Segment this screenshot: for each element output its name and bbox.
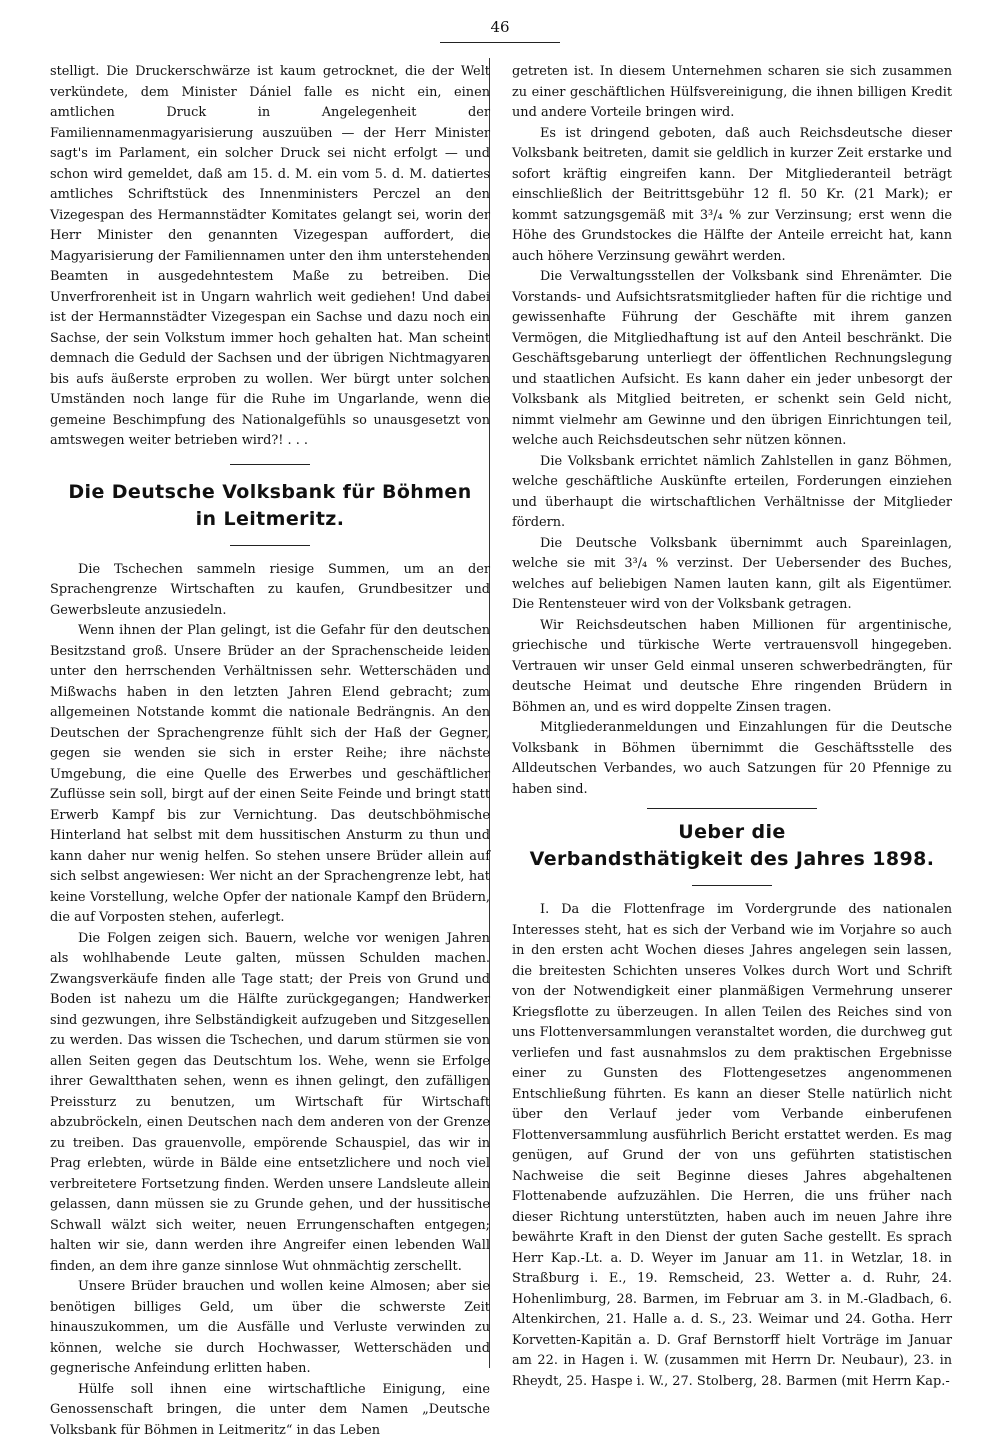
article-paragraph: Hülfe soll ihnen eine wirtschaftliche Einigung, eine Genossenschaft bringen, die unter dem Namen „Deutsche Volksbank für Böhmen in Leitmeritz“ in das Leben <box>50 1380 490 1441</box>
left-column <box>50 62 490 1441</box>
article-paragraph: Die Volksbank errichtet nämlich Zahlstellen in ganz Böhmen, welche geschäftliche Auskünfte erteilen, Forderungen einziehen und überhaupt die wirtschaftlichen Verhältnisse der Mitglieder fördern. <box>512 452 952 534</box>
article-paragraph: Es ist dringend geboten, daß auch Reichsdeutsche dieser Volksbank beitreten, damit sie geldlich in kurzer Zeit erstarke und sofort kräftig eingreifen kann. Der Mitgliederanteil beträgt einschließlich der Beitrittsgebühr 12 fl. 50 Kr. (21 Mark); er kommt satzungsgemäß mit 3³/₄ % zur Verzinsung; erst wenn die Höhe des Grundstockes die Hälfte der Anteile erreicht hat, kann auch höhere Verzinsung gewährt werden. <box>512 124 952 268</box>
article-paragraph: Die Verwaltungsstellen der Volksbank sind Ehrenämter. Die Vorstands- und Aufsichtsratsmitglieder haften für die richtige und gewissenhafte Führung der Geschäfte mit ihrem ganzen Vermögen, die Mitgliedhaftung ist auf den Anteil beschränkt. Die Geschäftsgebarung unterliegt der öffentlichen Rechnungslegung und staatlichen Aufsicht. Es kann daher ein jeder unbesorgt der Volksbank als Mitglied beitreten, er schenkt sein Geld nicht, nimmt vielmehr am Gewinne und den übrigen Einrichtungen teil, welche auch Reichsdeutschen sehr nützen können. <box>512 267 952 452</box>
article-heading-verbandsthaetigkeit <box>512 819 952 873</box>
article-paragraph: getreten ist. In diesem Unternehmen scharen sie sich zusammen zu einer geschäftlichen Hülfsvereinigung, die ihnen billigen Kredit und andere Vorteile bringen wird. <box>512 62 952 124</box>
right-column <box>512 62 952 1392</box>
heading-line-1: Die Deutsche Volksbank für Böhmen <box>68 481 471 503</box>
heading-line-2: Verbandsthätigkeit des Jahres 1898. <box>530 848 935 870</box>
article-paragraph: I. Da die Flottenfrage im Vordergrunde des nationalen Interesses steht, hat es sich der Verband wie im Vorjahre so auch in den ersten acht Wochen dieses Jahres angelegen sein lassen, die breitesten Schichten unseres Volkes durch Wort und Schrift von der Notwendigkeit einer planmäßigen Vermehrung unserer Kriegsflotte zu überzeugen. In allen Teilen des Reiches sind von uns Flottenversammlungen veranstaltet worden, die durchweg gut verliefen und fast ausnahmslos zu dem praktischen Ergebnisse einer zu Gunsten des Flottengesetzes angenommenen Entschließung führten. Es kann an dieser Stelle natürlich nicht über den Verlauf jeder vom Verbande einberufenen Flottenversammlung ausführlich Bericht erstattet werden. Es mag genügen, auf Grund der von uns geführten statistischen Nachweise die seit Beginne dieses Jahres abgehaltenen Flottenabende aufzuzählen. Die Herren, die uns früher nach dieser Richtung unterstützten, haben auch im neuen Jahre ihre bewährte Kraft in den Dienst der guten Sache gestellt. Es sprach Herr Kap.-Lt. a. D. Weyer im Januar am 11. in Wetzlar, 18. in Straßburg i. E., 19. Remscheid, 23. Wetter a. d. Ruhr, 24. Hohenlimburg, 28. Barmen, im Februar am 3. in M.-Gladbach, 6. Altenkirchen, 21. Halle a. d. S., 23. Weimar und 24. Gotha. Herr Korvetten-Kapitän a. D. Graf Bernstorff hielt Vorträge im Januar am 22. in Hagen i. W. (zusammen mit Herrn Dr. Neubaur), 23. in Rheydt, 25. Haspe i. W., 27. Stolberg, 28. Barmen (mit Herrn Kap.- <box>512 900 952 1392</box>
article-paragraph: Wenn ihnen der Plan gelingt, ist die Gefahr für den deutschen Besitzstand groß. Unsere Brüder an der Sprachenscheide leiden unter den herrschenden Verhältnissen sehr. Wetterschäden und Mißwachs haben in den letzten Jahren Elend gebracht; zum allgemeinen Notstande kommt die nationale Bedrängnis. An den Deutschen der Sprachengrenze fühlt sich der Haß der Gegner, gegen sie wenden sie sich in erster Reihe; ihre nächste Umgebung, die eine Quelle des Erwerbes und geschäftlicher Zuflüsse sein soll, birgt auf der einen Seite Feinde und bringt statt Erwerb Kampf bis zur Vernichtung. Das deutschböhmische Hinterland hat selbst mit dem hussitischen Ansturm zu thun und kann daher nur wenig helfen. So stehen unsere Brüder allein auf sich selbst angewiesen: Wer nicht an der Sprachengrenze lebt, hat keine Vorstellung, welche Opfer der nationale Kampf den Brüdern, die auf Vorposten stehen, auferlegt. <box>50 621 490 929</box>
page-number: 46 <box>0 18 1000 36</box>
article-paragraph: Die Deutsche Volksbank übernimmt auch Spareinlagen, welche sie mit 3³/₄ % verzinst. Der Uebersender des Buches, welches auf beliebigen Namen lauten kann, gilt als Eigentümer. Die Rentensteuer wird von der Volksbank getragen. <box>512 534 952 616</box>
article-paragraph: Die Tschechen sammeln riesige Summen, um an der Sprachengrenze Wirtschaften zu kaufen, Grundbesitzer und Gewerbsleute anzusiedeln. <box>50 560 490 622</box>
intro-paragraph: stelligt. Die Druckerschwärze ist kaum getrocknet, die der Welt verkündete, dem Minister Dániel falle es nicht ein, einen amtlichen Druck in Angelegenheit der Familiennamenmagyarisierung auszuüben — der Herr Minister sagt's im Parlament, ein solcher Druck sei nicht erfolgt — und schon wird gemeldet, daß am 15. d. M. ein vom 5. d. M. datiertes amtliches Schriftstück des Innenministers Perczel an den Vizegespan des Hermannstädter Komitates gelangt sei, worin der Herr Minister den genannten Vizegespan auffordert, die Magyarisierung der Familiennamen unter den ihm unterstehenden Beamten in ausgedehntestem Maße zu betreiben. Die Unverfrorenheit ist in Ungarn wahrlich weit gediehen! Und dabei ist der Hermannstädter Vizegespan ein Sachse und dazu noch ein Sachse, der sein Volkstum immer hoch gehalten hat. Man scheint demnach die Geduld der Sachsen und der übrigen Nichtmagyaren bis aufs äußerste erproben zu wollen. Wer bürgt unter solchen Umständen noch lange für die Ruhe im Ungarlande, wenn die gemeine Beschimpfung des Nationalgefühls so unausgesetzt von amtswegen weiter betrieben wird?! . . . <box>50 62 490 452</box>
article-paragraph: Die Folgen zeigen sich. Bauern, welche vor wenigen Jahren als wohlhabende Leute galten, müssen Schulden machen. Zwangsverkäufe finden alle Tage statt; der Preis von Grund und Boden ist nahezu um die Hälfte zurückgegangen; Handwerker sind gezwungen, ihre Selbständigkeit aufzugeben und Sitzgesellen zu werden. Das wissen die Tschechen, und darum stürmen sie von allen Seiten gegen das Deutschtum los. Wehe, wenn sie Erfolge ihrer Gewaltthaten sehen, wenn es ihnen gelingt, den zufälligen Preissturz zu benutzen, um Wirtschaft für Wirtschaft abzubröckeln, einen Deutschen nach dem anderen von der Grenze zu treiben. Das grauenvolle, empörende Schauspiel, das wir in Prag erlebten, würde in Bälde eine entsetzlichere und noch viel verbreitetere Fortsetzung finden. Werden unsere Landsleute allein gelassen, dann müssen sie zu Grunde gehen, und der hussitische Schwall wälzt sich weiter, neuen Errungenschaften entgegen; halten wir sie, dann werden ihre Angreifer einen lebenden Wall finden, an dem ihre ganze sinnlose Wut ohnmächtig zerschellt. <box>50 929 490 1278</box>
article-paragraph: Unsere Brüder brauchen und wollen keine Almosen; aber sie benötigen billiges Geld, um über die schwerste Zeit hinauszukommen, um die Ausfälle und Verluste verwinden zu können, welche sie durch Hochwasser, Wetterschäden und gegnerische Anfeindung erlitten haben. <box>50 1277 490 1380</box>
article-paragraph: Mitgliederanmeldungen und Einzahlungen für die Deutsche Volksbank in Böhmen übernimmt die Geschäftsstelle des Alldeutschen Verbandes, wo auch Satzungen für 20 Pfennige zu haben sind. <box>512 718 952 800</box>
article-heading-volksbank <box>50 479 490 533</box>
section-separator <box>647 808 817 809</box>
article-paragraph: Wir Reichsdeutschen haben Millionen für argentinische, griechische und türkische Werte vertrauensvoll hingegeben. Vertrauen wir unser Geld einmal unseren schwerbedrängten, für deutsche Heimat und deutsche Ehre ringenden Brüdern in Böhmen an, und es wird doppelte Zinsen tragen. <box>512 616 952 719</box>
heading-line-1: Ueber die <box>678 821 785 843</box>
heading-line-2: in Leitmeritz. <box>196 508 345 530</box>
heading-separator <box>230 545 310 546</box>
header-rule <box>440 42 560 43</box>
heading-separator <box>692 885 772 886</box>
section-separator <box>230 464 310 465</box>
